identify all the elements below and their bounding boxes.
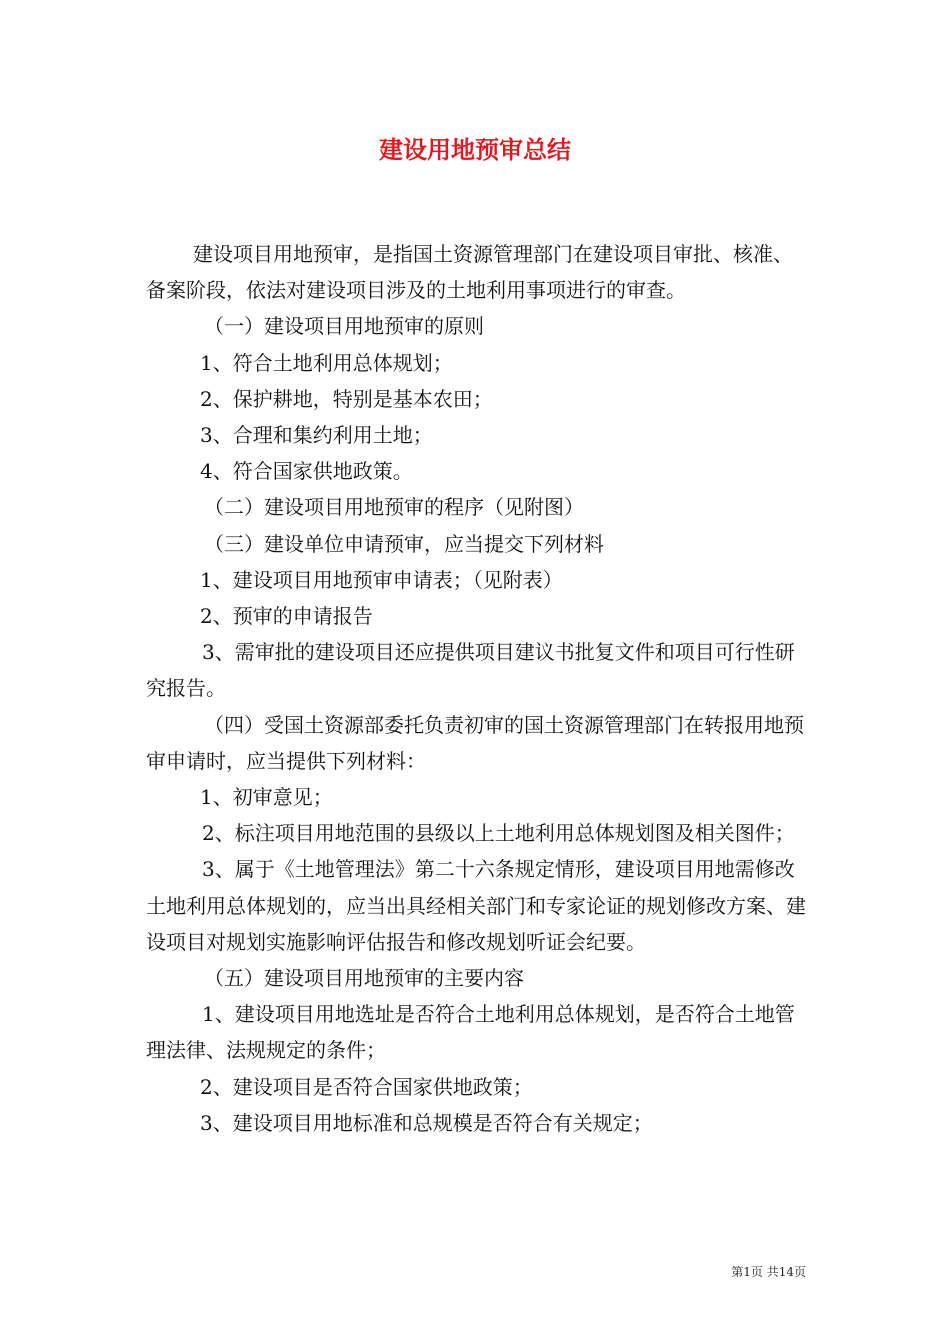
section-heading-principles: （一）建设项目用地预审的原则 bbox=[204, 314, 484, 339]
page-title: 建设用地预审总结 bbox=[379, 135, 571, 164]
list-item: 2、标注项目用地范围的县级以上土地利用总体规划图及相关图件； bbox=[202, 821, 795, 846]
page-number-footer bbox=[0, 1263, 806, 1281]
list-item: 1、符合土地利用总体规划； bbox=[200, 350, 453, 375]
list-item: 1、建设项目用地预审申请表；（见附表） bbox=[200, 567, 563, 592]
page-number: 1 bbox=[743, 1265, 751, 1279]
list-item: 2、保护耕地，特别是基本农田； bbox=[200, 386, 493, 411]
list-item: 1、初审意见； bbox=[200, 785, 333, 810]
page-prefix: 第 bbox=[731, 1265, 744, 1279]
list-item: 3、属于《土地管理法》第二十六条规定情形，建设项目用地需修改土地利用总体规划的，应当出具经相关部门和专家论证的规划修改方案、建设项目对规划实施影响评估报告和修改规划听证会纪要。 bbox=[146, 857, 806, 954]
section-heading-main-content: （五）建设项目用地预审的主要内容 bbox=[204, 966, 524, 991]
list-item: 3、建设项目用地标准和总规模是否符合有关规定； bbox=[200, 1110, 653, 1135]
list-item: 4、符合国家供地政策。 bbox=[200, 459, 413, 484]
section-heading-procedure: （二）建设项目用地预审的程序（见附图） bbox=[204, 495, 584, 520]
list-item: 2、建设项目是否符合国家供地政策； bbox=[200, 1074, 533, 1099]
total-pages: 14 bbox=[778, 1265, 794, 1279]
list-item: 3、合理和集约利用土地； bbox=[200, 423, 433, 448]
section-heading-preliminary-review: （四）受国土资源部委托负责初审的国土资源管理部门在转报用地预审申请时，应当提供下列材料： bbox=[146, 712, 804, 773]
paragraph-intro: 建设项目用地预审，是指国土资源管理部门在建设项目审批、核准、备案阶段，依法对建设项目涉及的土地利用事项进行的审查。 bbox=[146, 242, 793, 303]
page-suffix: 页 bbox=[793, 1265, 806, 1279]
list-item: 2、预审的申请报告 bbox=[200, 604, 373, 629]
document-body bbox=[146, 236, 810, 1141]
page-middle: 页 共 bbox=[750, 1265, 779, 1279]
list-item: 3、需审批的建设项目还应提供项目建议书批复文件和项目可行性研究报告。 bbox=[146, 640, 795, 701]
section-heading-materials: （三）建设单位申请预审，应当提交下列材料 bbox=[204, 531, 604, 556]
list-item: 1、建设项目用地选址是否符合土地利用总体规划，是否符合土地管理法律、法规规定的条件； bbox=[146, 1002, 795, 1063]
